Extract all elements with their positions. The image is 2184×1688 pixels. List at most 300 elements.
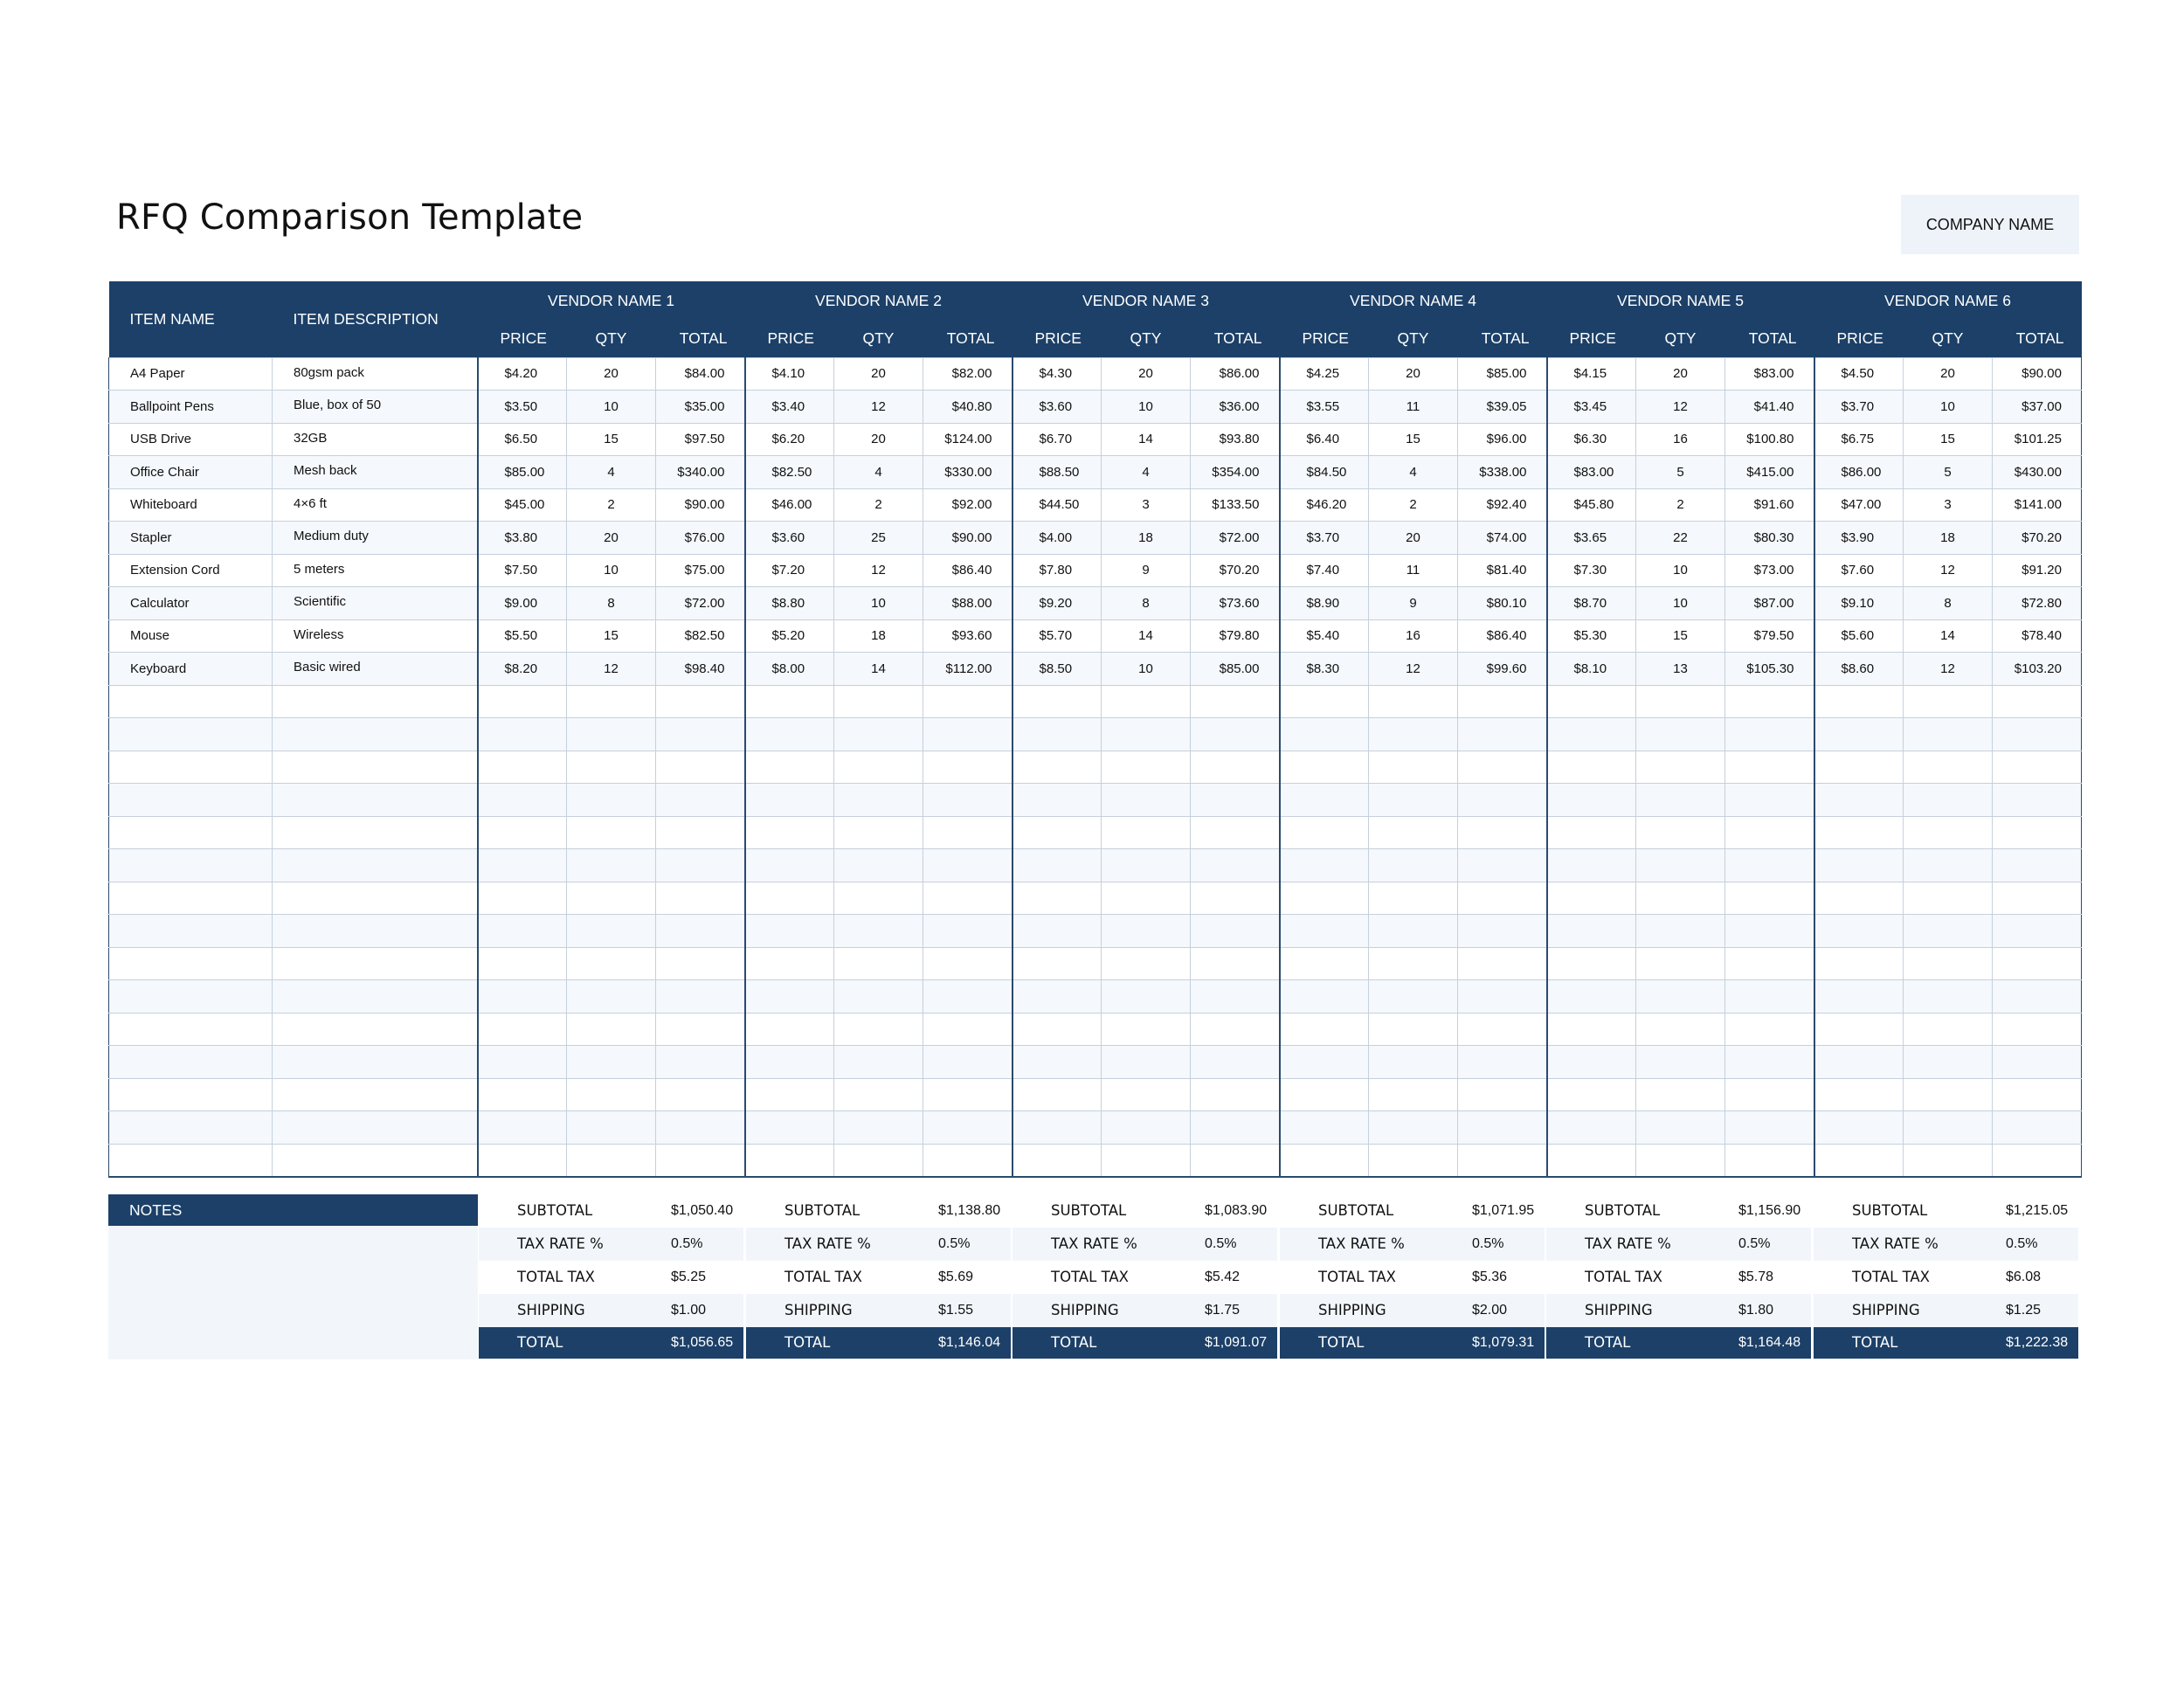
total-cell[interactable] bbox=[923, 980, 1013, 1013]
qty-cell[interactable] bbox=[1636, 1078, 1725, 1111]
price-cell[interactable] bbox=[1547, 1078, 1636, 1111]
qty-cell[interactable]: 10 bbox=[1102, 653, 1191, 686]
total-cell[interactable] bbox=[1725, 816, 1814, 849]
price-cell[interactable] bbox=[1280, 816, 1369, 849]
total-cell[interactable]: $90.00 bbox=[1993, 357, 2082, 391]
price-cell[interactable]: $8.80 bbox=[745, 587, 834, 620]
qty-cell[interactable]: 20 bbox=[1904, 357, 1993, 391]
price-cell[interactable]: $5.70 bbox=[1013, 619, 1102, 653]
total-cell[interactable] bbox=[1993, 751, 2082, 784]
price-cell[interactable] bbox=[478, 947, 567, 980]
qty-cell[interactable] bbox=[1102, 1144, 1191, 1177]
total-cell[interactable] bbox=[1191, 1144, 1280, 1177]
qty-cell[interactable] bbox=[1369, 718, 1458, 751]
total-cell[interactable]: $78.40 bbox=[1993, 619, 2082, 653]
total-cell[interactable]: $99.60 bbox=[1458, 653, 1547, 686]
qty-cell[interactable]: 20 bbox=[1636, 357, 1725, 391]
total-cell[interactable]: $133.50 bbox=[1191, 488, 1280, 522]
item-name-cell[interactable] bbox=[109, 685, 273, 718]
item-description-cell[interactable]: Mesh back bbox=[273, 456, 478, 489]
total-cell[interactable]: $73.00 bbox=[1725, 554, 1814, 587]
total-cell[interactable] bbox=[1725, 718, 1814, 751]
qty-cell[interactable] bbox=[567, 751, 656, 784]
price-cell[interactable] bbox=[1547, 1111, 1636, 1145]
total-cell[interactable]: $430.00 bbox=[1993, 456, 2082, 489]
total-cell[interactable]: $72.80 bbox=[1993, 587, 2082, 620]
total-cell[interactable]: $80.30 bbox=[1725, 522, 1814, 555]
item-description-cell[interactable] bbox=[273, 915, 478, 948]
price-cell[interactable] bbox=[1814, 882, 1904, 915]
total-cell[interactable]: $415.00 bbox=[1725, 456, 1814, 489]
qty-cell[interactable] bbox=[1636, 882, 1725, 915]
qty-cell[interactable] bbox=[567, 947, 656, 980]
qty-cell[interactable]: 14 bbox=[834, 653, 923, 686]
qty-cell[interactable] bbox=[834, 784, 923, 817]
total-cell[interactable] bbox=[1191, 849, 1280, 882]
qty-cell[interactable]: 4 bbox=[834, 456, 923, 489]
price-cell[interactable] bbox=[1013, 1144, 1102, 1177]
price-cell[interactable]: $9.10 bbox=[1814, 587, 1904, 620]
qty-cell[interactable]: 10 bbox=[567, 391, 656, 424]
qty-cell[interactable] bbox=[834, 685, 923, 718]
price-cell[interactable]: $7.20 bbox=[745, 554, 834, 587]
total-cell[interactable]: $83.00 bbox=[1725, 357, 1814, 391]
item-name-cell[interactable] bbox=[109, 1078, 273, 1111]
item-description-cell[interactable] bbox=[273, 980, 478, 1013]
qty-cell[interactable] bbox=[834, 751, 923, 784]
qty-cell[interactable] bbox=[1102, 1013, 1191, 1046]
price-cell[interactable]: $6.30 bbox=[1547, 423, 1636, 456]
qty-cell[interactable]: 9 bbox=[1369, 587, 1458, 620]
qty-cell[interactable] bbox=[834, 915, 923, 948]
price-cell[interactable] bbox=[1814, 1046, 1904, 1079]
price-cell[interactable] bbox=[1814, 751, 1904, 784]
price-cell[interactable]: $8.00 bbox=[745, 653, 834, 686]
item-name-cell[interactable]: Calculator bbox=[109, 587, 273, 620]
total-cell[interactable] bbox=[1458, 751, 1547, 784]
total-cell[interactable]: $85.00 bbox=[1191, 653, 1280, 686]
total-cell[interactable] bbox=[923, 1111, 1013, 1145]
price-cell[interactable] bbox=[1547, 1013, 1636, 1046]
qty-cell[interactable] bbox=[1904, 1078, 1993, 1111]
price-cell[interactable]: $4.50 bbox=[1814, 357, 1904, 391]
total-cell[interactable]: $354.00 bbox=[1191, 456, 1280, 489]
qty-cell[interactable] bbox=[1636, 980, 1725, 1013]
price-cell[interactable]: $85.00 bbox=[478, 456, 567, 489]
price-cell[interactable] bbox=[1547, 849, 1636, 882]
item-name-cell[interactable] bbox=[109, 784, 273, 817]
qty-cell[interactable] bbox=[567, 1046, 656, 1079]
price-cell[interactable] bbox=[1013, 1046, 1102, 1079]
price-cell[interactable]: $3.70 bbox=[1280, 522, 1369, 555]
qty-cell[interactable]: 14 bbox=[1904, 619, 1993, 653]
qty-cell[interactable]: 10 bbox=[1904, 391, 1993, 424]
qty-cell[interactable] bbox=[834, 1013, 923, 1046]
price-cell[interactable]: $6.75 bbox=[1814, 423, 1904, 456]
item-description-cell[interactable] bbox=[273, 947, 478, 980]
price-cell[interactable]: $6.20 bbox=[745, 423, 834, 456]
total-cell[interactable] bbox=[1191, 685, 1280, 718]
price-cell[interactable] bbox=[1814, 718, 1904, 751]
total-cell[interactable] bbox=[923, 1046, 1013, 1079]
qty-cell[interactable]: 18 bbox=[1102, 522, 1191, 555]
item-name-cell[interactable] bbox=[109, 1013, 273, 1046]
total-cell[interactable] bbox=[923, 1144, 1013, 1177]
price-cell[interactable] bbox=[1280, 1046, 1369, 1079]
total-cell[interactable]: $93.60 bbox=[923, 619, 1013, 653]
price-cell[interactable]: $45.80 bbox=[1547, 488, 1636, 522]
price-cell[interactable] bbox=[1013, 685, 1102, 718]
qty-cell[interactable] bbox=[1369, 882, 1458, 915]
price-cell[interactable]: $3.50 bbox=[478, 391, 567, 424]
qty-cell[interactable] bbox=[1904, 849, 1993, 882]
price-cell[interactable] bbox=[1013, 1111, 1102, 1145]
qty-cell[interactable]: 10 bbox=[567, 554, 656, 587]
qty-cell[interactable] bbox=[567, 980, 656, 1013]
total-cell[interactable] bbox=[1458, 980, 1547, 1013]
qty-cell[interactable]: 15 bbox=[1636, 619, 1725, 653]
qty-cell[interactable]: 20 bbox=[1102, 357, 1191, 391]
price-cell[interactable]: $4.30 bbox=[1013, 357, 1102, 391]
qty-cell[interactable] bbox=[1102, 718, 1191, 751]
price-cell[interactable]: $46.20 bbox=[1280, 488, 1369, 522]
price-cell[interactable] bbox=[1013, 882, 1102, 915]
item-name-cell[interactable] bbox=[109, 1046, 273, 1079]
total-cell[interactable] bbox=[1725, 947, 1814, 980]
price-cell[interactable]: $5.30 bbox=[1547, 619, 1636, 653]
price-cell[interactable] bbox=[1814, 685, 1904, 718]
qty-cell[interactable]: 10 bbox=[1636, 554, 1725, 587]
item-description-cell[interactable] bbox=[273, 1046, 478, 1079]
qty-cell[interactable] bbox=[1904, 947, 1993, 980]
item-name-cell[interactable]: USB Drive bbox=[109, 423, 273, 456]
total-cell[interactable] bbox=[1993, 816, 2082, 849]
total-cell[interactable]: $98.40 bbox=[656, 653, 745, 686]
qty-cell[interactable] bbox=[1102, 816, 1191, 849]
total-cell[interactable]: $93.80 bbox=[1191, 423, 1280, 456]
qty-cell[interactable] bbox=[1102, 849, 1191, 882]
price-cell[interactable] bbox=[1280, 882, 1369, 915]
price-cell[interactable]: $8.50 bbox=[1013, 653, 1102, 686]
price-cell[interactable] bbox=[478, 1111, 567, 1145]
price-cell[interactable]: $8.20 bbox=[478, 653, 567, 686]
price-cell[interactable]: $4.15 bbox=[1547, 357, 1636, 391]
price-cell[interactable] bbox=[1547, 1046, 1636, 1079]
qty-cell[interactable] bbox=[1636, 1046, 1725, 1079]
price-cell[interactable]: $86.00 bbox=[1814, 456, 1904, 489]
qty-cell[interactable] bbox=[1369, 947, 1458, 980]
item-description-cell[interactable] bbox=[273, 882, 478, 915]
total-cell[interactable] bbox=[1725, 915, 1814, 948]
company-name-box[interactable] bbox=[1901, 195, 2079, 254]
qty-cell[interactable] bbox=[1904, 784, 1993, 817]
price-cell[interactable] bbox=[745, 685, 834, 718]
price-cell[interactable] bbox=[1280, 915, 1369, 948]
total-cell[interactable]: $86.40 bbox=[1458, 619, 1547, 653]
price-cell[interactable] bbox=[1547, 718, 1636, 751]
total-cell[interactable] bbox=[1725, 1111, 1814, 1145]
item-name-cell[interactable]: Extension Cord bbox=[109, 554, 273, 587]
price-cell[interactable] bbox=[745, 1078, 834, 1111]
qty-cell[interactable] bbox=[834, 1078, 923, 1111]
item-name-cell[interactable]: Whiteboard bbox=[109, 488, 273, 522]
price-cell[interactable] bbox=[1814, 1111, 1904, 1145]
total-cell[interactable] bbox=[1725, 1013, 1814, 1046]
total-cell[interactable] bbox=[923, 751, 1013, 784]
price-cell[interactable]: $4.10 bbox=[745, 357, 834, 391]
total-cell[interactable]: $97.50 bbox=[656, 423, 745, 456]
price-cell[interactable] bbox=[1013, 1078, 1102, 1111]
total-cell[interactable] bbox=[1993, 1144, 2082, 1177]
item-name-cell[interactable] bbox=[109, 816, 273, 849]
item-name-cell[interactable] bbox=[109, 1144, 273, 1177]
total-cell[interactable]: $105.30 bbox=[1725, 653, 1814, 686]
price-cell[interactable]: $3.55 bbox=[1280, 391, 1369, 424]
item-description-cell[interactable]: 80gsm pack bbox=[273, 357, 478, 391]
qty-cell[interactable]: 12 bbox=[1636, 391, 1725, 424]
price-cell[interactable] bbox=[478, 1144, 567, 1177]
price-cell[interactable]: $3.45 bbox=[1547, 391, 1636, 424]
qty-cell[interactable]: 2 bbox=[567, 488, 656, 522]
total-cell[interactable]: $86.40 bbox=[923, 554, 1013, 587]
total-cell[interactable]: $41.40 bbox=[1725, 391, 1814, 424]
price-cell[interactable] bbox=[745, 915, 834, 948]
item-name-cell[interactable]: Office Chair bbox=[109, 456, 273, 489]
total-cell[interactable] bbox=[1993, 980, 2082, 1013]
price-cell[interactable] bbox=[1547, 685, 1636, 718]
total-cell[interactable] bbox=[656, 915, 745, 948]
qty-cell[interactable] bbox=[834, 816, 923, 849]
qty-cell[interactable]: 4 bbox=[1369, 456, 1458, 489]
price-cell[interactable]: $4.00 bbox=[1013, 522, 1102, 555]
total-cell[interactable] bbox=[923, 849, 1013, 882]
price-cell[interactable]: $6.70 bbox=[1013, 423, 1102, 456]
total-cell[interactable] bbox=[1191, 882, 1280, 915]
price-cell[interactable]: $44.50 bbox=[1013, 488, 1102, 522]
qty-cell[interactable] bbox=[567, 1144, 656, 1177]
qty-cell[interactable] bbox=[1369, 849, 1458, 882]
item-name-cell[interactable] bbox=[109, 915, 273, 948]
qty-cell[interactable] bbox=[567, 1078, 656, 1111]
price-cell[interactable] bbox=[1547, 1144, 1636, 1177]
price-cell[interactable]: $3.70 bbox=[1814, 391, 1904, 424]
total-cell[interactable]: $92.40 bbox=[1458, 488, 1547, 522]
item-description-cell[interactable] bbox=[273, 751, 478, 784]
item-name-cell[interactable] bbox=[109, 751, 273, 784]
qty-cell[interactable] bbox=[1636, 685, 1725, 718]
total-cell[interactable] bbox=[656, 1013, 745, 1046]
qty-cell[interactable] bbox=[1904, 882, 1993, 915]
total-cell[interactable]: $37.00 bbox=[1993, 391, 2082, 424]
qty-cell[interactable] bbox=[1636, 816, 1725, 849]
price-cell[interactable] bbox=[1013, 849, 1102, 882]
total-cell[interactable] bbox=[656, 980, 745, 1013]
price-cell[interactable]: $6.40 bbox=[1280, 423, 1369, 456]
price-cell[interactable] bbox=[745, 718, 834, 751]
qty-cell[interactable]: 14 bbox=[1102, 619, 1191, 653]
qty-cell[interactable]: 8 bbox=[1102, 587, 1191, 620]
qty-cell[interactable]: 15 bbox=[1904, 423, 1993, 456]
price-cell[interactable] bbox=[745, 849, 834, 882]
qty-cell[interactable] bbox=[1636, 1111, 1725, 1145]
qty-cell[interactable] bbox=[567, 685, 656, 718]
qty-cell[interactable] bbox=[1636, 751, 1725, 784]
qty-cell[interactable]: 10 bbox=[1636, 587, 1725, 620]
price-cell[interactable]: $46.00 bbox=[745, 488, 834, 522]
qty-cell[interactable] bbox=[1904, 915, 1993, 948]
price-cell[interactable]: $5.40 bbox=[1280, 619, 1369, 653]
price-cell[interactable]: $7.80 bbox=[1013, 554, 1102, 587]
total-cell[interactable]: $141.00 bbox=[1993, 488, 2082, 522]
total-cell[interactable] bbox=[1993, 1111, 2082, 1145]
total-cell[interactable] bbox=[1191, 718, 1280, 751]
price-cell[interactable]: $4.20 bbox=[478, 357, 567, 391]
qty-cell[interactable] bbox=[1904, 751, 1993, 784]
price-cell[interactable] bbox=[745, 1144, 834, 1177]
total-cell[interactable] bbox=[1458, 882, 1547, 915]
price-cell[interactable] bbox=[478, 980, 567, 1013]
total-cell[interactable] bbox=[923, 718, 1013, 751]
total-cell[interactable] bbox=[1191, 751, 1280, 784]
total-cell[interactable] bbox=[1458, 1013, 1547, 1046]
total-cell[interactable] bbox=[656, 849, 745, 882]
total-cell[interactable] bbox=[923, 947, 1013, 980]
price-cell[interactable] bbox=[1547, 980, 1636, 1013]
qty-cell[interactable]: 5 bbox=[1904, 456, 1993, 489]
qty-cell[interactable]: 12 bbox=[834, 391, 923, 424]
item-description-cell[interactable] bbox=[273, 685, 478, 718]
qty-cell[interactable] bbox=[1636, 849, 1725, 882]
total-cell[interactable] bbox=[1993, 915, 2082, 948]
price-cell[interactable]: $6.50 bbox=[478, 423, 567, 456]
total-cell[interactable]: $80.10 bbox=[1458, 587, 1547, 620]
qty-cell[interactable] bbox=[1369, 1144, 1458, 1177]
total-cell[interactable] bbox=[1458, 1144, 1547, 1177]
total-cell[interactable] bbox=[1458, 685, 1547, 718]
qty-cell[interactable] bbox=[567, 816, 656, 849]
total-cell[interactable]: $330.00 bbox=[923, 456, 1013, 489]
qty-cell[interactable]: 10 bbox=[1102, 391, 1191, 424]
qty-cell[interactable] bbox=[1102, 1111, 1191, 1145]
item-description-cell[interactable]: 32GB bbox=[273, 423, 478, 456]
qty-cell[interactable]: 9 bbox=[1102, 554, 1191, 587]
total-cell[interactable] bbox=[656, 718, 745, 751]
qty-cell[interactable] bbox=[1102, 980, 1191, 1013]
total-cell[interactable] bbox=[656, 685, 745, 718]
price-cell[interactable] bbox=[745, 1013, 834, 1046]
total-cell[interactable]: $124.00 bbox=[923, 423, 1013, 456]
price-cell[interactable] bbox=[1814, 915, 1904, 948]
qty-cell[interactable]: 11 bbox=[1369, 391, 1458, 424]
qty-cell[interactable] bbox=[567, 718, 656, 751]
total-cell[interactable] bbox=[1725, 751, 1814, 784]
price-cell[interactable] bbox=[1280, 1013, 1369, 1046]
total-cell[interactable]: $39.05 bbox=[1458, 391, 1547, 424]
item-description-cell[interactable] bbox=[273, 1144, 478, 1177]
price-cell[interactable] bbox=[1013, 784, 1102, 817]
total-cell[interactable]: $36.00 bbox=[1191, 391, 1280, 424]
price-cell[interactable] bbox=[1013, 1013, 1102, 1046]
price-cell[interactable]: $3.40 bbox=[745, 391, 834, 424]
qty-cell[interactable]: 20 bbox=[1369, 357, 1458, 391]
qty-cell[interactable] bbox=[567, 1111, 656, 1145]
price-cell[interactable] bbox=[1814, 849, 1904, 882]
qty-cell[interactable] bbox=[1904, 1144, 1993, 1177]
price-cell[interactable]: $8.10 bbox=[1547, 653, 1636, 686]
total-cell[interactable] bbox=[1191, 915, 1280, 948]
total-cell[interactable] bbox=[656, 751, 745, 784]
price-cell[interactable] bbox=[1547, 882, 1636, 915]
item-description-cell[interactable] bbox=[273, 784, 478, 817]
total-cell[interactable]: $91.60 bbox=[1725, 488, 1814, 522]
item-name-cell[interactable] bbox=[109, 849, 273, 882]
total-cell[interactable]: $79.80 bbox=[1191, 619, 1280, 653]
total-cell[interactable] bbox=[923, 784, 1013, 817]
price-cell[interactable] bbox=[1280, 1078, 1369, 1111]
qty-cell[interactable] bbox=[1102, 751, 1191, 784]
qty-cell[interactable]: 16 bbox=[1636, 423, 1725, 456]
item-name-cell[interactable]: Stapler bbox=[109, 522, 273, 555]
price-cell[interactable]: $9.20 bbox=[1013, 587, 1102, 620]
price-cell[interactable]: $3.65 bbox=[1547, 522, 1636, 555]
total-cell[interactable] bbox=[1725, 1144, 1814, 1177]
price-cell[interactable] bbox=[745, 980, 834, 1013]
price-cell[interactable] bbox=[478, 1046, 567, 1079]
price-cell[interactable] bbox=[478, 784, 567, 817]
item-description-cell[interactable]: Scientific bbox=[273, 587, 478, 620]
price-cell[interactable] bbox=[1013, 751, 1102, 784]
price-cell[interactable] bbox=[745, 882, 834, 915]
total-cell[interactable] bbox=[656, 1078, 745, 1111]
qty-cell[interactable]: 22 bbox=[1636, 522, 1725, 555]
total-cell[interactable] bbox=[1458, 1046, 1547, 1079]
total-cell[interactable]: $90.00 bbox=[923, 522, 1013, 555]
price-cell[interactable]: $3.90 bbox=[1814, 522, 1904, 555]
price-cell[interactable] bbox=[1814, 980, 1904, 1013]
qty-cell[interactable] bbox=[1904, 1013, 1993, 1046]
qty-cell[interactable] bbox=[834, 882, 923, 915]
qty-cell[interactable] bbox=[1369, 980, 1458, 1013]
qty-cell[interactable] bbox=[1904, 1111, 1993, 1145]
price-cell[interactable] bbox=[1814, 947, 1904, 980]
price-cell[interactable] bbox=[1280, 718, 1369, 751]
qty-cell[interactable]: 2 bbox=[1369, 488, 1458, 522]
item-description-cell[interactable]: Wireless bbox=[273, 619, 478, 653]
qty-cell[interactable]: 20 bbox=[1369, 522, 1458, 555]
item-name-cell[interactable] bbox=[109, 980, 273, 1013]
item-description-cell[interactable]: Medium duty bbox=[273, 522, 478, 555]
total-cell[interactable]: $40.80 bbox=[923, 391, 1013, 424]
total-cell[interactable] bbox=[1993, 1046, 2082, 1079]
price-cell[interactable] bbox=[478, 849, 567, 882]
item-name-cell[interactable]: A4 Paper bbox=[109, 357, 273, 391]
price-cell[interactable]: $8.30 bbox=[1280, 653, 1369, 686]
price-cell[interactable]: $4.25 bbox=[1280, 357, 1369, 391]
qty-cell[interactable] bbox=[834, 849, 923, 882]
qty-cell[interactable]: 12 bbox=[567, 653, 656, 686]
item-description-cell[interactable] bbox=[273, 1013, 478, 1046]
price-cell[interactable] bbox=[478, 685, 567, 718]
total-cell[interactable] bbox=[656, 1111, 745, 1145]
total-cell[interactable] bbox=[1191, 784, 1280, 817]
qty-cell[interactable]: 4 bbox=[1102, 456, 1191, 489]
total-cell[interactable] bbox=[656, 816, 745, 849]
price-cell[interactable] bbox=[1814, 816, 1904, 849]
qty-cell[interactable] bbox=[1369, 1111, 1458, 1145]
price-cell[interactable]: $8.60 bbox=[1814, 653, 1904, 686]
total-cell[interactable]: $76.00 bbox=[656, 522, 745, 555]
qty-cell[interactable] bbox=[1904, 980, 1993, 1013]
